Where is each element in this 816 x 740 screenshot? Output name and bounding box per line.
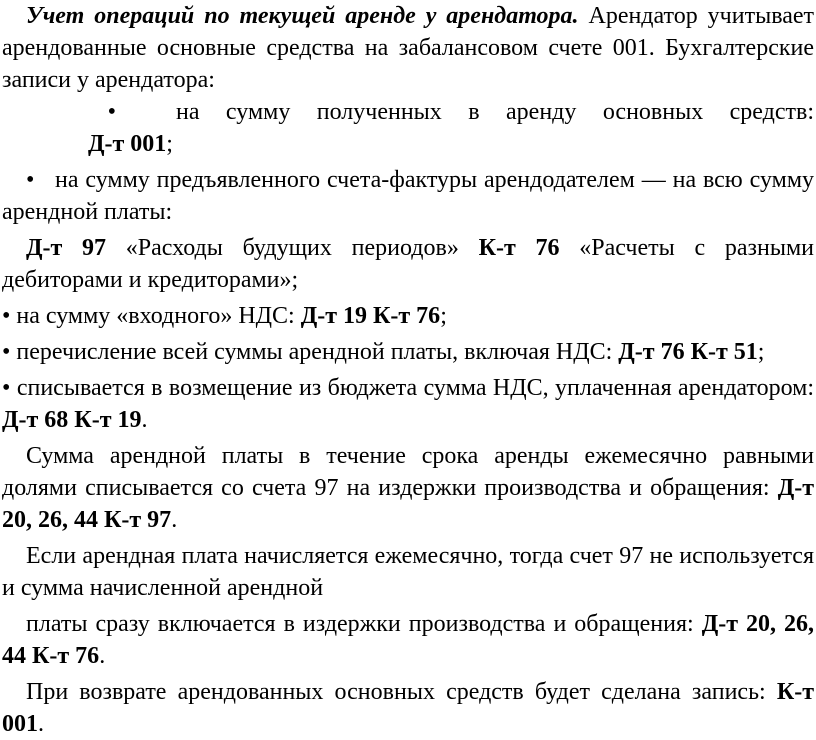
paragraph-monthly-writeoff: Сумма арендной платы в течение срока аренды ежемесячно равными долями списывается со счета 97 на издержки производства и обращения: Д-т 20, 26, 44 К-т 97. xyxy=(2,443,814,533)
list-item-input-vat: • на сумму «входного» НДС: Д-т 19 К-т 76; xyxy=(2,303,447,329)
account-entry: К-т 001 xyxy=(2,679,814,737)
list-item-payment-transfer: • перечисление всей суммы арендной платы, включая НДС: Д-т 76 К-т 51; xyxy=(2,339,765,365)
account-entry: Д-т 19 К-т 76 xyxy=(300,303,441,329)
account-entry: Д-т 97 xyxy=(26,235,107,261)
list-item-text: на сумму предъявленного счета-фактуры арендодателем — на всю сумму арендной платы: xyxy=(2,167,815,225)
account-entry: Д-т 76 К-т 51 xyxy=(618,339,758,365)
list-item-invoice xyxy=(2,164,814,228)
account-entry: Д-т 20, 26, 44 К-т 97 xyxy=(2,475,814,533)
paragraph-direct-inclusion: платы сразу включается в издержки производства и обращения: Д-т 20, 26, 44 К-т 76. xyxy=(2,611,814,669)
section-heading: Учет операций по текущей аренде у арендатора. xyxy=(26,3,579,29)
intro-text: Арендатор учитывает арендованные основные средства на забалансовом счете 001. Бухгалтерские записи у арендатора: xyxy=(2,3,814,93)
bullet: • xyxy=(2,303,11,329)
entry-deferred-expenses: Д-т 97 «Расходы будущих периодов» К-т 76 «Расчеты с разными дебиторами и кредиторами»; xyxy=(2,235,814,293)
bullet: • xyxy=(107,99,116,125)
account-entry: Д-т 001 xyxy=(88,131,167,157)
account-entry: К-т 76 xyxy=(478,235,560,261)
paragraph-asset-return: При возврате арендованных основных средств будет сделана запись: К-т 001. xyxy=(2,679,814,737)
list-item-text: на сумму полученных в аренду основных средств: xyxy=(176,99,814,125)
list-item-vat-writeoff: • списывается в возмещение из бюджета сумма НДС, уплаченная арендатором: Д-т 68 К-т 19. xyxy=(2,375,815,433)
intro-paragraph xyxy=(2,0,814,96)
account-entry: Д-т 68 К-т 19 xyxy=(2,407,142,433)
account-entry: Д-т 20, 26, 44 К-т 76 xyxy=(2,611,814,669)
bullet: • xyxy=(26,167,35,193)
bullet: • xyxy=(2,375,11,401)
list-item-received-assets: • на сумму полученных в аренду основных средств: Д-т 001; xyxy=(2,96,814,160)
paragraph-monthly-accrual: Если арендная плата начисляется ежемесячно, тогда счет 97 не используется и сумма начисленной арендной xyxy=(2,543,814,601)
bullet: • xyxy=(2,339,11,365)
